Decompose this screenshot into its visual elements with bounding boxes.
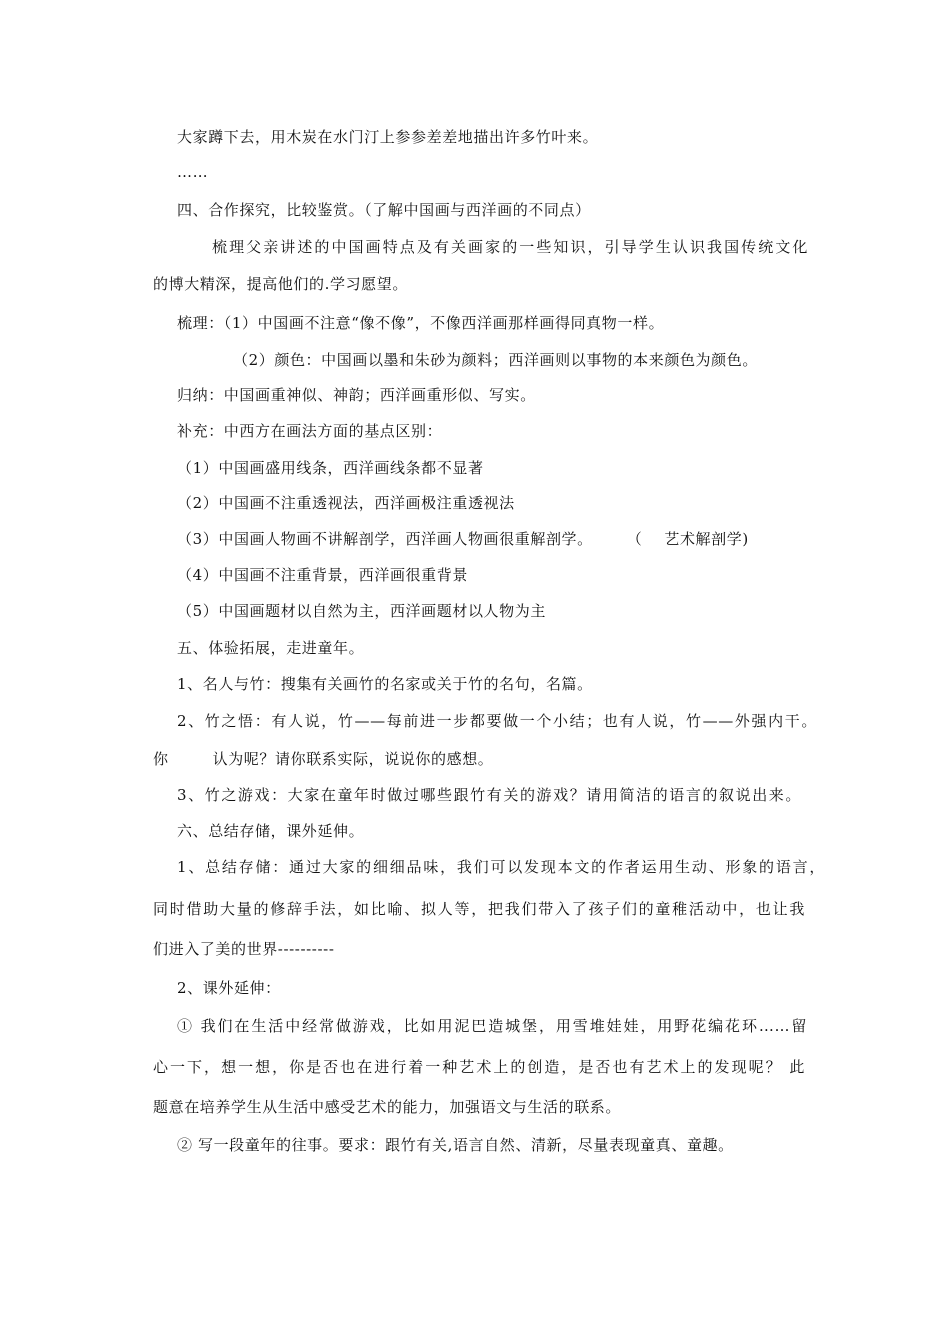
text-line: 2、课外延伸：: [177, 979, 281, 997]
text-line: 3、竹之游戏：大家在童年时做过哪些跟竹有关的游戏？请用简洁的语言的叙说出来。: [177, 786, 801, 804]
text-line: 梳理：（1）中国画不注意“像不像”，不像西洋画那样画得同真物一样。: [177, 314, 665, 332]
list-item: （5）中国画题材以自然为主，西洋画题材以人物为主: [177, 602, 546, 620]
paragraph-line: 们进入了美的世界----------: [153, 940, 335, 958]
paragraph-line: 的博大精深，提高他们的.学习愿望。: [153, 275, 408, 293]
paragraph-line: 梳理父亲讲述的中国画特点及有关画家的一些知识，引导学生认识我国传统文化: [212, 238, 808, 256]
note-text: 艺术解剖学): [664, 530, 749, 548]
paragraph-line: 心一下，想一想，你是否也在进行着一种艺术上的创造，是否也有艺术上的发现呢？ 此: [153, 1058, 805, 1076]
section-heading-4: 四、合作探究，比较鉴赏。（了解中国画与西洋画的不同点）: [177, 201, 591, 219]
text-line: 归纳：中国画重神似、神韵；西洋画重形似、写实。: [177, 386, 536, 404]
list-item: （2）中国画不注重透视法，西洋画极注重透视法: [177, 494, 515, 512]
text-line: ② 写一段童年的往事。要求：跟竹有关,语言自然、清新，尽量表现童真、童趣。: [177, 1136, 734, 1154]
text-line: 大家蹲下去，用木炭在水门汀上参参差差地描出许多竹叶来。: [177, 128, 599, 146]
paren-open: （: [626, 530, 643, 548]
ellipsis-line: ……: [177, 163, 209, 181]
paragraph-line: ① 我们在生活中经常做游戏，比如用泥巴造城堡，用雪堆娃娃，用野花编花环……留: [177, 1017, 807, 1035]
paragraph-line: 同时借助大量的修辞手法，如比喻、拟人等，把我们带入了孩子们的童稚活动中，也让我: [153, 900, 805, 918]
list-item-text: （3）中国画人物画不讲解剖学，西洋画人物画很重解剖学。: [177, 530, 593, 548]
section-heading-6: 六、总结存储，课外延伸。: [177, 822, 365, 840]
text-line: 补充：中西方在画法方面的基点区别：: [177, 422, 443, 440]
section-heading-5: 五、体验拓展，走进童年。: [177, 639, 365, 657]
text-line: 1、名人与竹：搜集有关画竹的名家或关于竹的名句，名篇。: [177, 675, 593, 693]
text-line: （2）颜色：中国画以墨和朱砂为颜料；西洋画则以事物的本来颜色为颜色。: [233, 351, 758, 369]
list-item: （4）中国画不注重背景，西洋画很重背景: [177, 566, 468, 584]
list-item: （1）中国画盛用线条，西洋画线条都不显著: [177, 459, 484, 477]
text-line: 你 认为呢？请你联系实际，说说你的感想。: [153, 750, 494, 768]
text-line: 2、竹之悟：有人说，竹——每前进一步都要做一个小结；也有人说，竹——外强内干。: [177, 712, 817, 730]
list-item: [177, 529, 749, 549]
paragraph-line: 1、总结存储：通过大家的细细品味，我们可以发现本文的作者运用生动、形象的语言，: [177, 858, 825, 876]
paragraph-line: 题意在培养学生从生活中感受艺术的能力，加强语文与生活的联系。: [153, 1098, 622, 1116]
